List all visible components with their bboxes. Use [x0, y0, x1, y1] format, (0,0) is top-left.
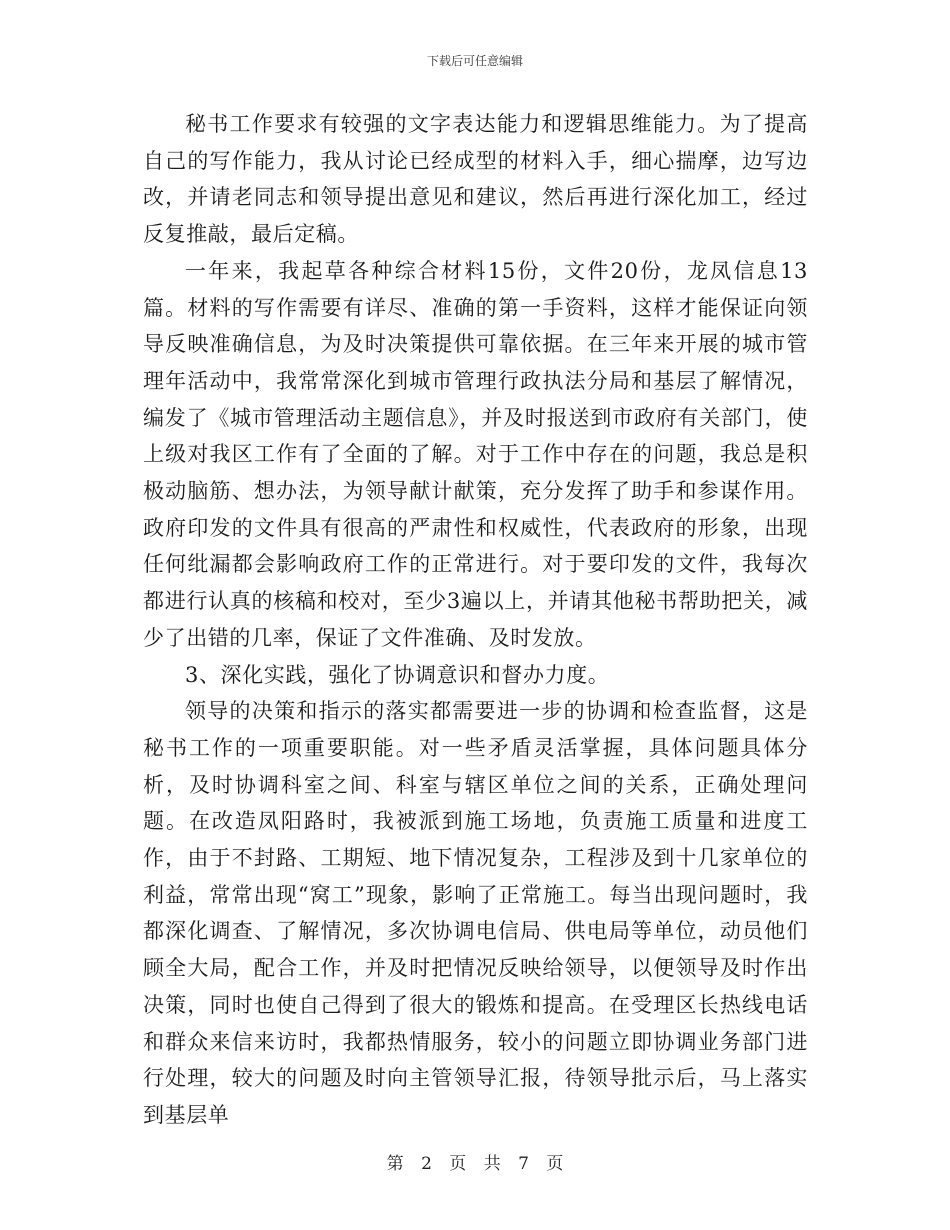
total-page-number: 7 — [518, 1154, 529, 1174]
page-footer — [0, 1149, 950, 1174]
section-heading-coordination: 3、深化实践，强化了协调意识和督办力度。 — [185, 662, 610, 687]
paragraph-writing-ability: 秘书工作要求有较强的文字表达能力和逻辑思维能力。为了提高自己的写作能力，我从讨论已经成型的材料入手，细心揣摩，边写边改，并请老同志和领导提出意见和建议，然后再进行深化加工，经过反复推敲，最后定稿。 — [143, 112, 808, 247]
total-label: 共 — [483, 1154, 501, 1174]
page-mid-label: 页 — [449, 1154, 467, 1174]
document-body — [143, 106, 808, 1134]
page-suffix: 页 — [546, 1154, 564, 1174]
page-header: 下载后可任意编辑 — [426, 54, 523, 68]
page-prefix: 第 — [386, 1154, 404, 1174]
current-page-number: 2 — [421, 1154, 432, 1174]
paragraph-coordination: 领导的决策和指示的落实都需要进一步的协调和检查监督，这是秘书工作的一项重要职能。对一些矛盾灵活掌握，具体问题具体分析，及时协调科室之间、科室与辖区单位之间的关系，正确处理问题。在改造凤阳路时，我被派到施工场地，负责施工质量和进度工作，由于不封路、工期短、地下情况复杂，工程涉及到十几家单位的利益，常常出现“窝工”现象，影响了正常施工。每当出现问题时，我都深化调查、了解情况，多次协调电信局、供电局等单位，动员他们顾全大局，配合工作，并及时把情况反映给领导，以便领导及时作出决策，同时也使自己得到了很大的锻炼和提高。在受理区长热线电话和群众来信来访时，我都热情服务，较小的问题立即协调业务部门进行处理，较大的问题及时向主管领导汇报，待领导批示后，马上落实到基层单 — [143, 699, 808, 1127]
paragraph-yearly-work: 一年来，我起草各种综合材料15份，文件20份，龙凤信息13篇。材料的写作需要有详尽、准确的第一手资料，这样才能保证向领导反映准确信息，为及时决策提供可靠依据。在三年来开展的城市管理年活动中，我常常深化到城市管理行政执法分局和基层了解情况，编发了《城市管理活动主题信息》，并及时报送到市政府有关部门，使上级对我区工作有了全面的了解。对于工作中存在的问题，我总是积极动脑筋、想办法，为领导献计献策，充分发挥了助手和参谋作用。政府印发的文件具有很高的严肃性和权威性，代表政府的形象，出现任何纰漏都会影响政府工作的正常进行。对于要印发的文件，我每次都进行认真的核稿和校对，至少3遍以上，并请其他秘书帮助把关，减少了出错的几率，保证了文件准确、及时发放。 — [143, 258, 808, 650]
